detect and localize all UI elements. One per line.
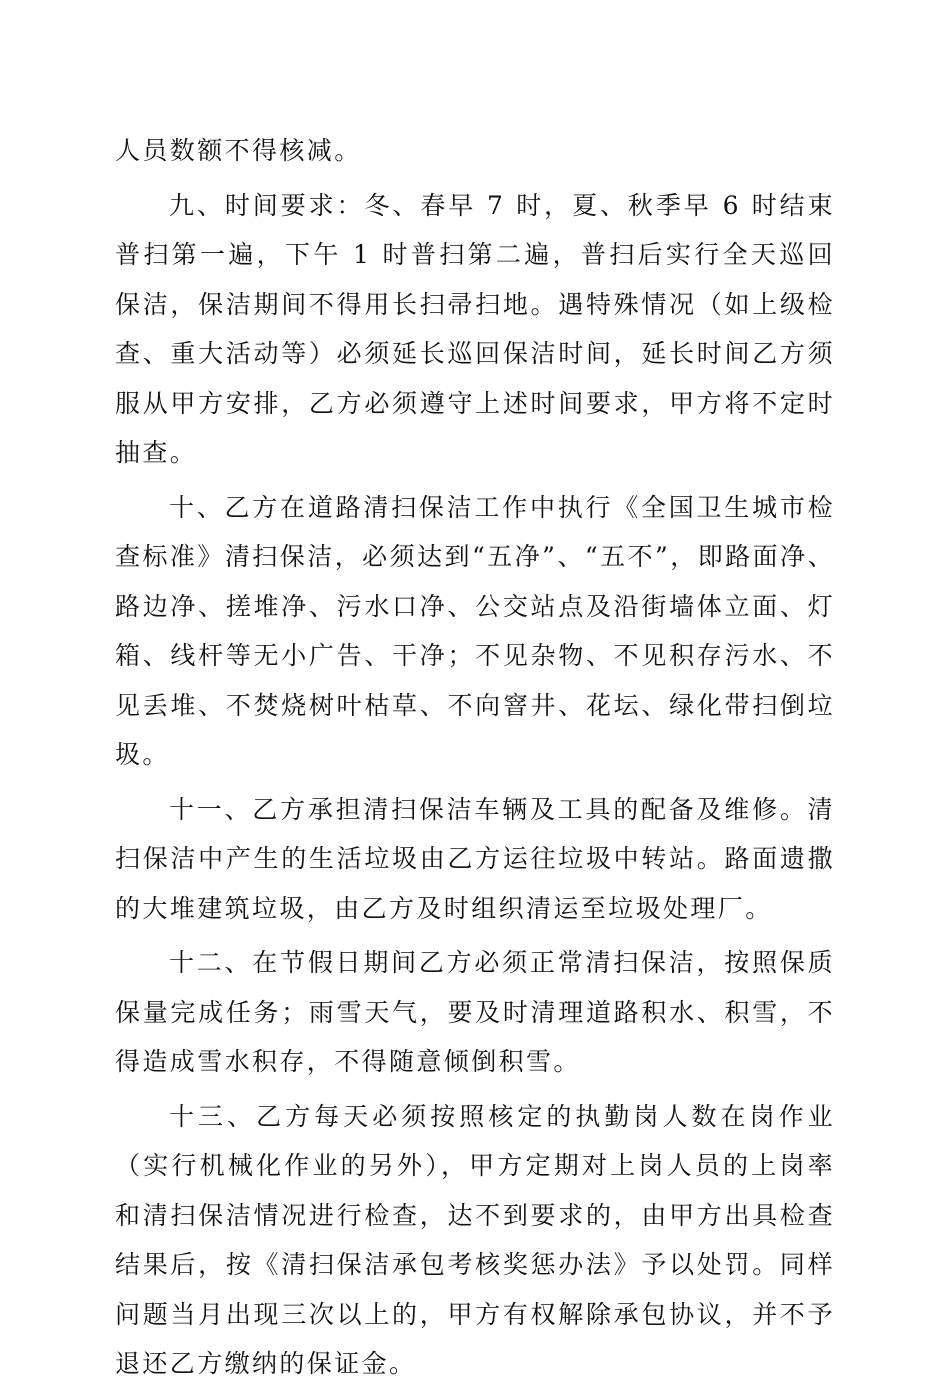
document-body xyxy=(115,126,835,1394)
paragraph-article-9: 九、时间要求：冬、春早 7 时，夏、秋季早 6 时结束普扫第一遍，下午 1 时普扫第二遍，普扫后实行全天巡回保洁，保洁期间不得用长扫帚扫地。遇特殊情况（如上级检查、重大活动等）必须延长巡回保洁时间，延长时间乙方须服从甲方安排，乙方必须遵守上述时间要求，甲方将不定时抽查。 xyxy=(115,190,835,467)
paragraph-continuation: 人员数额不得核减。 xyxy=(115,136,362,165)
paragraph-article-12: 十二、在节假日期间乙方必须正常清扫保洁，按照保质保量完成任务；雨雪天气，要及时清理道路积水、积雪，不得造成雪水积存，不得随意倾倒积雪。 xyxy=(115,948,835,1076)
paragraph-article-10: 十、乙方在道路清扫保洁工作中执行《全国卫生城市检查标准》清扫保洁，必须达到“五净”、“五不”，即路面净、路边净、搓堆净、污水口净、公交站点及沿街墙体立面、灯箱、线杆等无小广告、干净；不见杂物、不见积存污水、不见丢堆、不焚烧树叶枯草、不向窨井、花坛、绿化带扫倒垃圾。 xyxy=(115,492,835,769)
paragraph-article-11: 十一、乙方承担清扫保洁车辆及工具的配备及维修。清扫保洁中产生的生活垃圾由乙方运往垃圾中转站。路面遗撒的大堆建筑垃圾，由乙方及时组织清运至垃圾处理厂。 xyxy=(115,794,835,923)
paragraph-article-13: 十三、乙方每天必须按照核定的执勤岗人数在岗作业（实行机械化作业的另外），甲方定期对上岗人员的上岗率和清扫保洁情况进行检查，达不到要求的，由甲方出具检查结果后，按《清扫保洁承包考核奖惩办法》予以处罚。同样问题当月出现三次以上的，甲方有权解除承包协议，并不予退还乙方缴纳的保证金。 xyxy=(115,1101,835,1378)
